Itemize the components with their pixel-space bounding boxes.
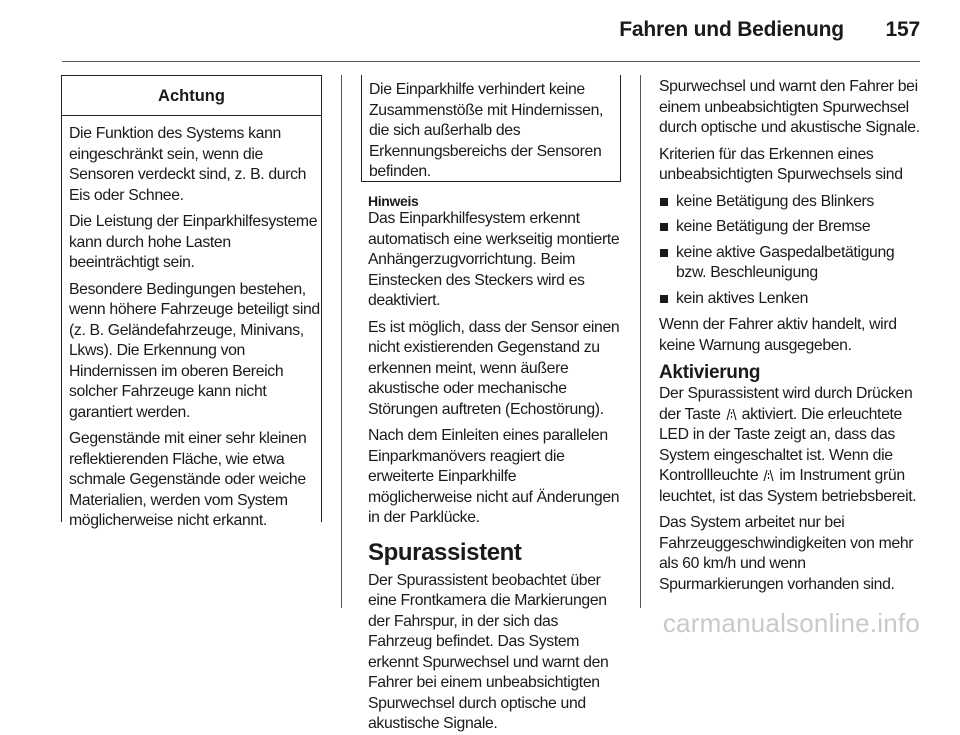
list-item <box>659 289 921 310</box>
info-text: Die Einparkhilfe verhindert keine Zusammenstöße mit Hindernissen, die sich außerhalb des Erkennungsbereichs der Sensoren befinden. <box>369 81 604 180</box>
activation-text: aktiviert. Die erleuchtete LED in der Taste zeigt an, dass das System eingeschaltet ist. Wenn die Kontrollleuchte <box>659 405 902 484</box>
hint-paragraph: Es ist möglich, dass der Sensor einen nicht existierenden Gegenstand zu erkennen meint, wenn äußere akustische oder mechanische Störungen auftreten (Echostörung). <box>368 318 620 418</box>
activation-text: Der Spurassistent wird durch Drücken der Taste <box>659 385 913 423</box>
watermark: carmanualsonline.info <box>662 608 920 638</box>
warning-paragraph: Besondere Bedingungen bestehen, wenn höhere Fahrzeuge beteiligt sind (z. B. Geländefahrzeuge, Minivans, Lkws). Die Erkennung von Hindernissen im oberen Bereich solcher Fahrzeuge kann nicht garantiert werden. <box>69 280 320 421</box>
list-item-text: keine Betätigung der Bremse <box>676 218 871 235</box>
warning-body <box>62 116 321 532</box>
list-item <box>659 217 921 238</box>
column-divider <box>640 75 641 608</box>
activation-text: im Instrument grün leuchtet, ist das System betriebsbereit. <box>659 467 917 505</box>
list-item-text: keine aktive Gaspedalbetätigung bzw. Beschleunigung <box>676 243 895 281</box>
right-column <box>659 0 919 77</box>
info-box <box>361 75 621 182</box>
warning-title: Achtung <box>62 76 321 116</box>
criteria-list <box>659 192 921 310</box>
column-divider <box>341 75 342 608</box>
lane-departure-icon <box>726 408 737 421</box>
hint-paragraph: Nach dem Einleiten eines parallelen Einparkmanövers reagiert die erweiterte Einparkhilfe möglicherweise nicht auf Änderungen in der Parklücke. <box>368 427 620 526</box>
bullet-icon <box>660 198 668 206</box>
list-item <box>659 192 921 213</box>
activation-paragraph: Das System arbeitet nur bei Fahrzeuggeschwindigkeiten von mehr als 60 km/h und wenn Spurmarkierungen vorhanden sind. <box>659 514 914 593</box>
middle-column <box>368 193 624 732</box>
bullet-icon <box>660 249 668 257</box>
driver-note: Wenn der Fahrer aktiv handelt, wird keine Warnung ausgegeben. <box>659 316 897 354</box>
intro-continuation <box>659 0 919 77</box>
activation-title: Aktivierung <box>659 362 761 383</box>
lane-assist-intro: Der Spurassistent beobachtet über eine Frontkamera die Markierungen der Fahrspur, in der sich das Fahrzeug befindet. Das System erkennt Spurwechsel und warnt den Fahrer bei einem unbeabsichtigten Spurwechsel durch optische und akustische Signale. <box>368 571 609 732</box>
warning-box <box>61 75 322 529</box>
warning-paragraph: Gegenstände mit einer sehr kleinen reflektierenden Fläche, wie etwa schmale Gegenstände oder weiche Materialien, werden vom System möglicherweise nicht erkannt. <box>69 430 307 529</box>
page-number: 157 <box>885 18 920 41</box>
warning-paragraph: Die Leistung der Einparkhilfesysteme kann durch hohe Lasten beeinträchtigt sein. <box>69 213 318 271</box>
list-item-text: kein aktives Lenken <box>676 289 809 307</box>
section-title: Fahren und Bedienung <box>619 18 844 41</box>
bullet-icon <box>660 295 668 303</box>
criteria-intro: Kriterien für das Erkennen eines unbeabsichtigten Spurwechsels sind <box>659 145 903 183</box>
list-item <box>659 243 921 284</box>
list-item-text: keine Betätigung des Blinkers <box>676 192 874 210</box>
activation-paragraph <box>659 384 921 507</box>
lane-assist-continuation: Spurwechsel und warnt den Fahrer bei einem unbeabsichtigten Spurwechsel durch optische und akustische Signale. <box>659 78 920 136</box>
hint-title: Hinweis <box>368 193 419 209</box>
right-column-content <box>659 77 921 601</box>
lane-assist-title: Spurassistent <box>368 538 522 566</box>
hint-paragraph: Das Einparkhilfesystem erkennt automatisch eine werkseitig montierte Anhängerzugvorrichtung. Beim Einstecken des Steckers wird es deaktiviert. <box>368 210 620 309</box>
warning-paragraph: Die Funktion des Systems kann eingeschränkt sein, wenn die Sensoren verdeckt sind, z. B. durch Eis oder Schnee. <box>69 125 307 204</box>
bullet-icon <box>660 223 668 231</box>
lane-departure-icon <box>763 469 774 482</box>
